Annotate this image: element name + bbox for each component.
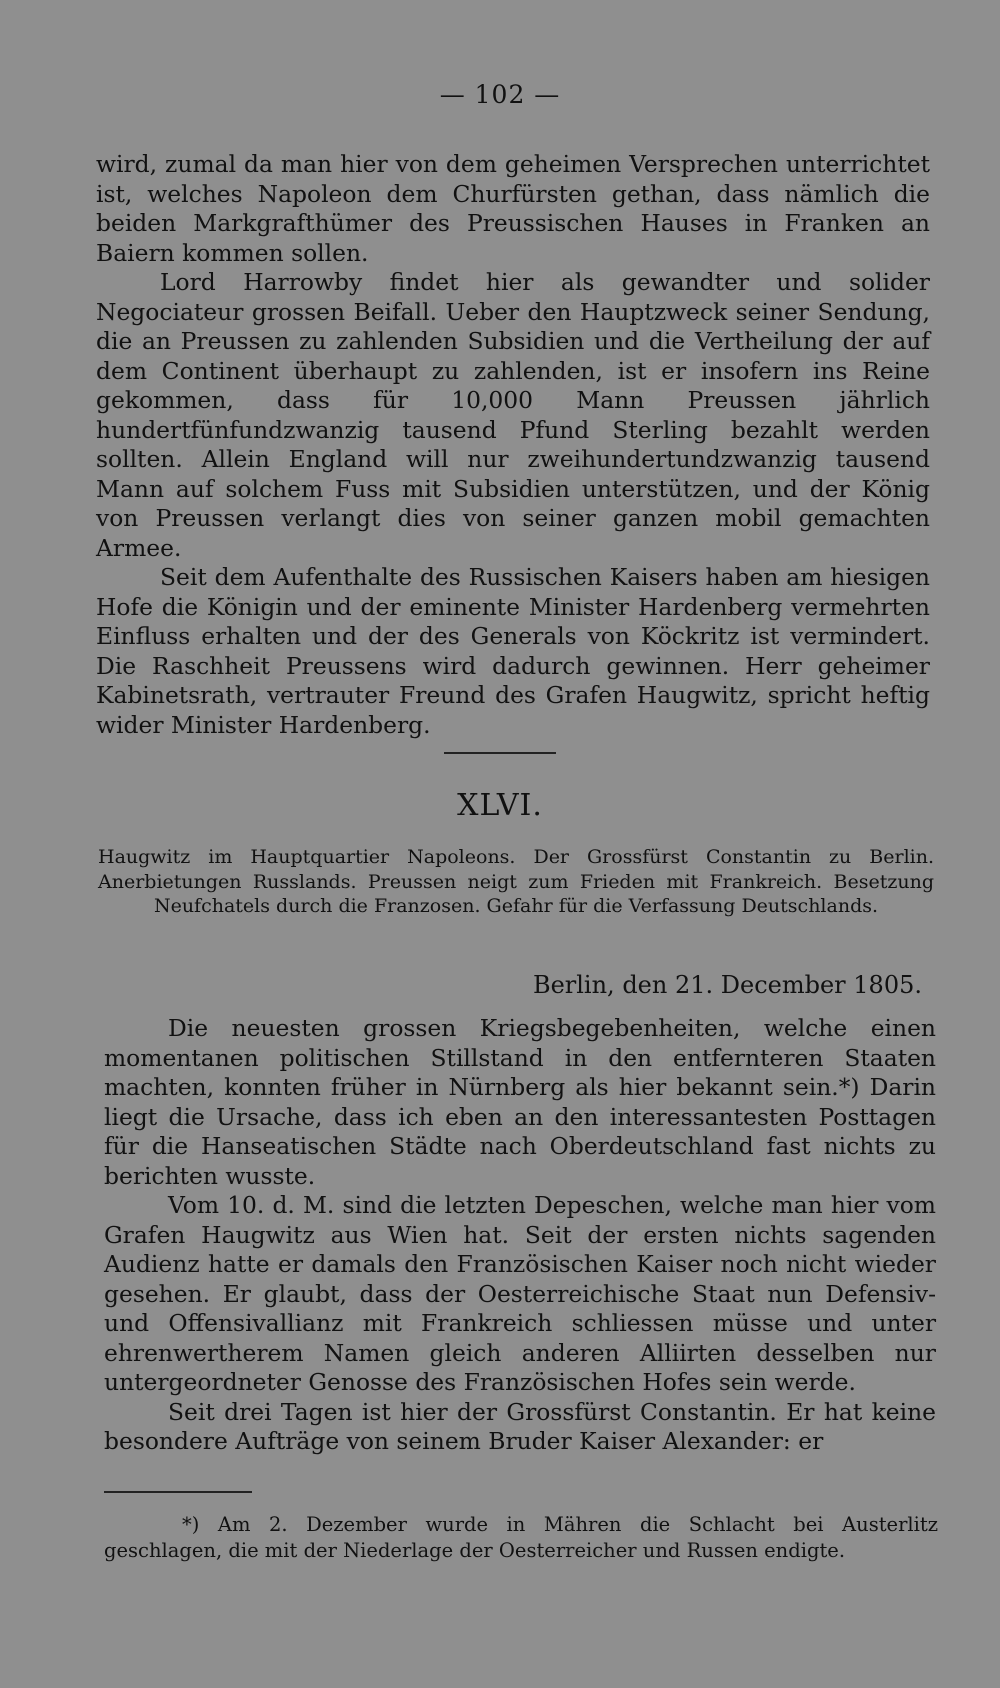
section-number: XLVI. [457,788,543,823]
section-summary: Haugwitz im Hauptquartier Napoleons. Der Grossfürst Constantin zu Berlin. Anerbietungen Russlands. Preussen neigt zum Frieden mit Frankreich. Besetzung Neufchatels durch die Franzosen. Gefahr für die Verfassung Deutschlands. [98,846,934,917]
section-divider [444,752,556,754]
continued-text-block [96,150,930,740]
paragraph: Vom 10. d. M. sind die letzten Depeschen, welche man hier vom Grafen Haugwitz aus Wien hat. Seit der ersten nichts sagenden Audienz hatte er damals den Französischen Kaiser noch nicht wieder gesehen. Er glaubt, dass der Oesterreichische Staat nun Defensiv- und Offensivallianz mit Frankreich schliessen müsse und unter ehrenwertherem Namen gleich anderen Alliirten desselben nur untergeordneter Genosse des Französischen Hofes sein werde. [104,1191,936,1396]
paragraph: wird, zumal da man hier von dem geheimen Versprechen unterrichtet ist, welches Napoleon dem Churfürsten gethan, dass nämlich die beiden Markgrafthümer des Preussischen Hauses in Franken an Baiern kommen sollen. [96,150,930,267]
footnote [104,1512,938,1564]
paragraph: Seit dem Aufenthalte des Russischen Kaisers haben am hiesigen Hofe die Königin und der eminente Minister Hardenberg vermehrten Einfluss erhalten und der des Generals von Köckritz ist vermindert. Die Raschheit Preussens wird dadurch gewinnen. Herr geheimer Kabinetsrath, vertrauter Freund des Grafen Haugwitz, spricht heftig wider Minister Hardenberg. [96,563,930,739]
footnote-text: *) Am 2. Dezember wurde in Mähren die Schlacht bei Austerlitz geschlagen, die mit der Niederlage der Oesterreicher und Russen endigte. [104,1513,938,1562]
paragraph: Lord Harrowby findet hier als gewandter und solider Negociateur grossen Beifall. Ueber den Hauptzweck seiner Sendung, die an Preussen zu zahlenden Subsidien und die Vertheilung der auf dem Continent überhaupt zu zahlenden, ist er insofern ins Reine gekommen, dass für 10,000 Mann Preussen jährlich hundertfünfundzwanzig tausend Pfund Sterling bezahlt werden sollten. Allein England will nur zweihundertundzwanzig tausend Mann auf solchem Fuss mit Subsidien unterstützen, und der König von Preussen verlangt dies von seiner ganzen mobil gemachten Armee. [96,268,930,562]
footnote-divider [104,1491,252,1493]
paragraph: Die neuesten grossen Kriegsbegebenheiten, welche einen momentanen politischen Stillstand in den entfernteren Staaten machten, konnten früher in Nürnberg als hier bekannt sein.*) Darin liegt die Ursache, dass ich eben an den interessantesten Posttagen für die Hanseatischen Städte nach Oberdeutschland fast nichts zu berichten wusste. [104,1014,936,1190]
page-number: — 102 — [439,80,561,109]
letter-text-block [104,1014,936,1457]
paragraph: Seit drei Tagen ist hier der Grossfürst Constantin. Er hat keine besondere Aufträge von seinem Bruder Kaiser Alexander: er [104,1397,936,1455]
dateline: Berlin, den 21. December 1805. [532,971,922,999]
